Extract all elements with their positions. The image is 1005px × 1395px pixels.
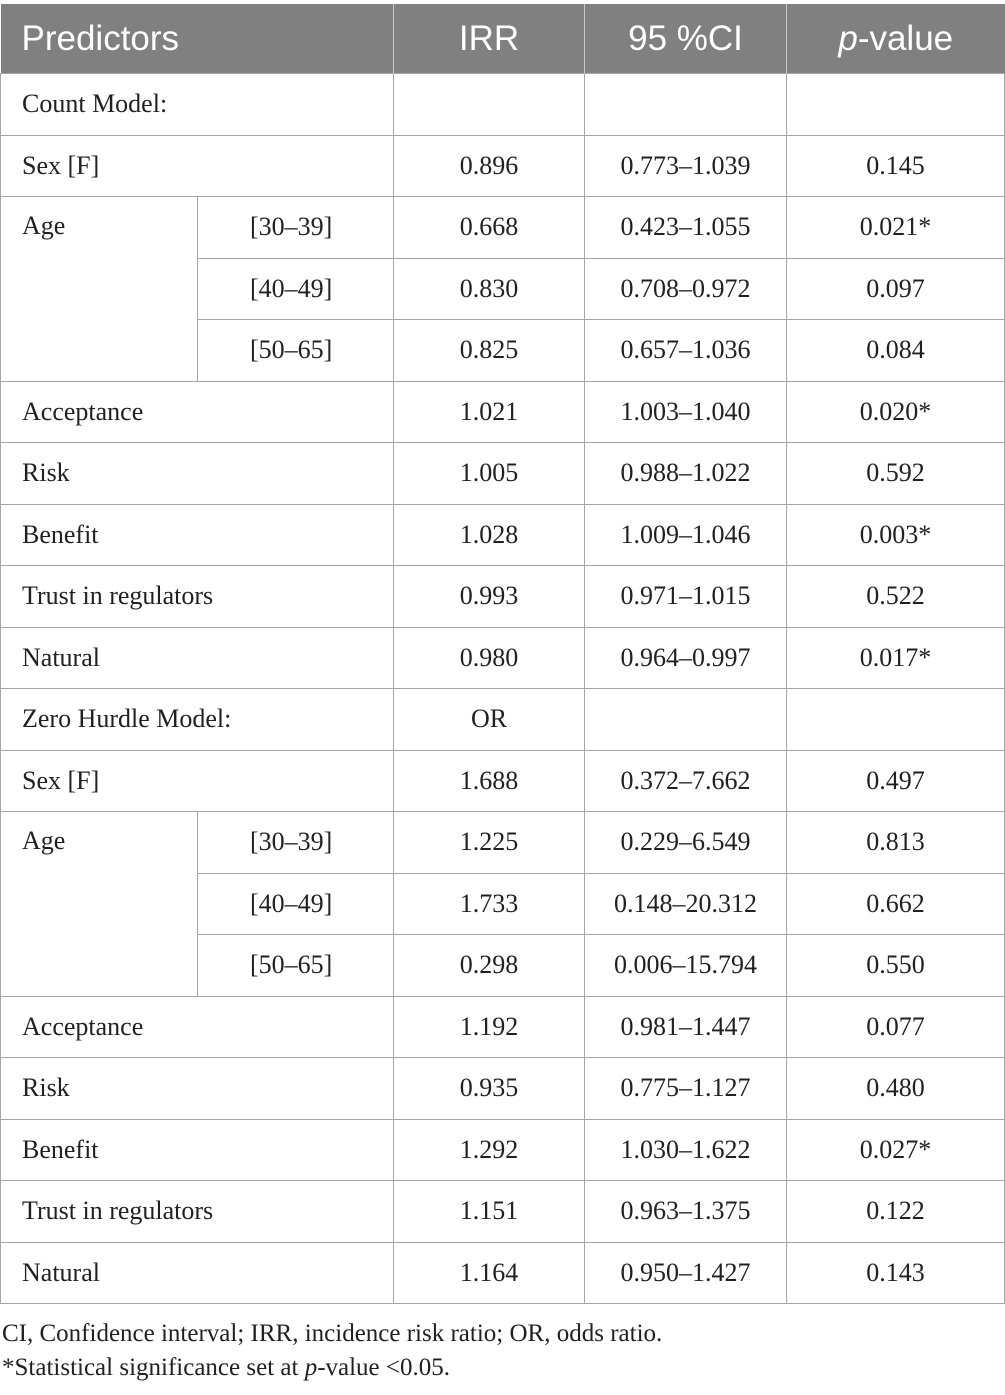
- table-footnotes: [2, 1317, 662, 1385]
- predictor-label: Natural: [1, 1242, 394, 1304]
- header-p-italic: p: [838, 18, 858, 58]
- section-ci-empty: [585, 689, 787, 751]
- header-row: [1, 4, 1005, 74]
- table-body: [1, 74, 1005, 1304]
- p-value: 0.097: [787, 258, 1005, 320]
- or-value: 1.192: [394, 996, 585, 1058]
- irr-value: 1.005: [394, 443, 585, 505]
- footnote-sig-prefix: *Statistical significance set at: [2, 1354, 305, 1381]
- irr-value: 1.028: [394, 504, 585, 566]
- section-row-count-model: [1, 74, 1005, 136]
- p-value: 0.497: [787, 750, 1005, 812]
- or-value: 0.935: [394, 1058, 585, 1120]
- ci-value: 0.988–1.022: [585, 443, 787, 505]
- predictor-label: Risk: [1, 1058, 394, 1120]
- footnote-sig-italic: p: [304, 1354, 318, 1381]
- predictor-label: Trust in regulators: [1, 566, 394, 628]
- table-row: [1, 504, 1005, 566]
- irr-value: 0.668: [394, 197, 585, 259]
- results-table-container: [0, 4, 1004, 1304]
- predictor-group-age: Age: [1, 197, 198, 382]
- p-value: 0.020*: [787, 381, 1005, 443]
- age-band-label: [30–39]: [198, 197, 394, 259]
- or-value: 1.164: [394, 1242, 585, 1304]
- predictor-label: Sex [F]: [1, 135, 394, 197]
- or-value: 1.225: [394, 812, 585, 874]
- p-value: 0.550: [787, 935, 1005, 997]
- section-p-empty: [787, 74, 1005, 136]
- header-irr: IRR: [394, 4, 585, 74]
- ci-value: 1.030–1.622: [585, 1119, 787, 1181]
- results-table: [0, 4, 1005, 1304]
- or-value: 1.688: [394, 750, 585, 812]
- table-row: [1, 381, 1005, 443]
- p-value: 0.017*: [787, 627, 1005, 689]
- section-label-count-model: Count Model:: [1, 74, 394, 136]
- p-value: 0.027*: [787, 1119, 1005, 1181]
- header-p-value: [787, 4, 1005, 74]
- ci-value: 0.148–20.312: [585, 873, 787, 935]
- table-row: [1, 1058, 1005, 1120]
- ci-value: 0.950–1.427: [585, 1242, 787, 1304]
- table-header: [1, 4, 1005, 74]
- p-value: 0.592: [787, 443, 1005, 505]
- p-value: 0.143: [787, 1242, 1005, 1304]
- ci-value: 1.009–1.046: [585, 504, 787, 566]
- ci-value: 0.423–1.055: [585, 197, 787, 259]
- section-label-zero-hurdle-model: Zero Hurdle Model:: [1, 689, 394, 751]
- header-predictors: Predictors: [1, 4, 394, 74]
- ci-value: 0.006–15.794: [585, 935, 787, 997]
- predictor-group-age: Age: [1, 812, 198, 997]
- p-value: 0.480: [787, 1058, 1005, 1120]
- section-measure-empty: [394, 74, 585, 136]
- or-value: 1.151: [394, 1181, 585, 1243]
- section-ci-empty: [585, 74, 787, 136]
- age-band-label: [30–39]: [198, 812, 394, 874]
- ci-value: 1.003–1.040: [585, 381, 787, 443]
- irr-value: 0.896: [394, 135, 585, 197]
- ci-value: 0.708–0.972: [585, 258, 787, 320]
- ci-value: 0.971–1.015: [585, 566, 787, 628]
- irr-value: 0.830: [394, 258, 585, 320]
- table-row: [1, 750, 1005, 812]
- table-row: [1, 197, 1005, 259]
- ci-value: 0.773–1.039: [585, 135, 787, 197]
- ci-value: 0.964–0.997: [585, 627, 787, 689]
- p-value: 0.077: [787, 996, 1005, 1058]
- table-row: [1, 443, 1005, 505]
- p-value: 0.813: [787, 812, 1005, 874]
- predictor-label: Acceptance: [1, 381, 394, 443]
- table-row: [1, 996, 1005, 1058]
- section-p-empty: [787, 689, 1005, 751]
- age-band-label: [50–65]: [198, 320, 394, 382]
- age-band-label: [40–49]: [198, 258, 394, 320]
- predictor-label: Benefit: [1, 504, 394, 566]
- irr-value: 0.825: [394, 320, 585, 382]
- table-row: [1, 1119, 1005, 1181]
- p-value: 0.145: [787, 135, 1005, 197]
- ci-value: 0.372–7.662: [585, 750, 787, 812]
- ci-value: 0.981–1.447: [585, 996, 787, 1058]
- age-band-label: [40–49]: [198, 873, 394, 935]
- table-row: [1, 627, 1005, 689]
- ci-value: 0.775–1.127: [585, 1058, 787, 1120]
- footnote-abbreviations: CI, Confidence interval; IRR, incidence risk ratio; OR, odds ratio.: [2, 1320, 663, 1347]
- footnote-sig-suffix: -value <0.05.: [317, 1354, 450, 1381]
- header-p-rest: -value: [857, 18, 954, 58]
- p-value: 0.662: [787, 873, 1005, 935]
- table-row: [1, 1242, 1005, 1304]
- header-ci: 95 %CI: [585, 4, 787, 74]
- section-row-zero-hurdle-model: [1, 689, 1005, 751]
- predictor-label: Natural: [1, 627, 394, 689]
- predictor-label: Benefit: [1, 1119, 394, 1181]
- footnote-significance: [2, 1351, 662, 1385]
- or-value: 1.733: [394, 873, 585, 935]
- p-value: 0.021*: [787, 197, 1005, 259]
- irr-value: 1.021: [394, 381, 585, 443]
- ci-value: 0.657–1.036: [585, 320, 787, 382]
- predictor-label: Sex [F]: [1, 750, 394, 812]
- irr-value: 0.980: [394, 627, 585, 689]
- table-row: [1, 812, 1005, 874]
- ci-value: 0.963–1.375: [585, 1181, 787, 1243]
- p-value: 0.122: [787, 1181, 1005, 1243]
- predictor-label: Trust in regulators: [1, 1181, 394, 1243]
- p-value: 0.084: [787, 320, 1005, 382]
- predictor-label: Acceptance: [1, 996, 394, 1058]
- irr-value: 0.993: [394, 566, 585, 628]
- p-value: 0.522: [787, 566, 1005, 628]
- section-measure-or: OR: [394, 689, 585, 751]
- table-row: [1, 566, 1005, 628]
- age-band-label: [50–65]: [198, 935, 394, 997]
- or-value: 1.292: [394, 1119, 585, 1181]
- table-row: [1, 1181, 1005, 1243]
- or-value: 0.298: [394, 935, 585, 997]
- predictor-label: Risk: [1, 443, 394, 505]
- ci-value: 0.229–6.549: [585, 812, 787, 874]
- p-value: 0.003*: [787, 504, 1005, 566]
- table-row: [1, 135, 1005, 197]
